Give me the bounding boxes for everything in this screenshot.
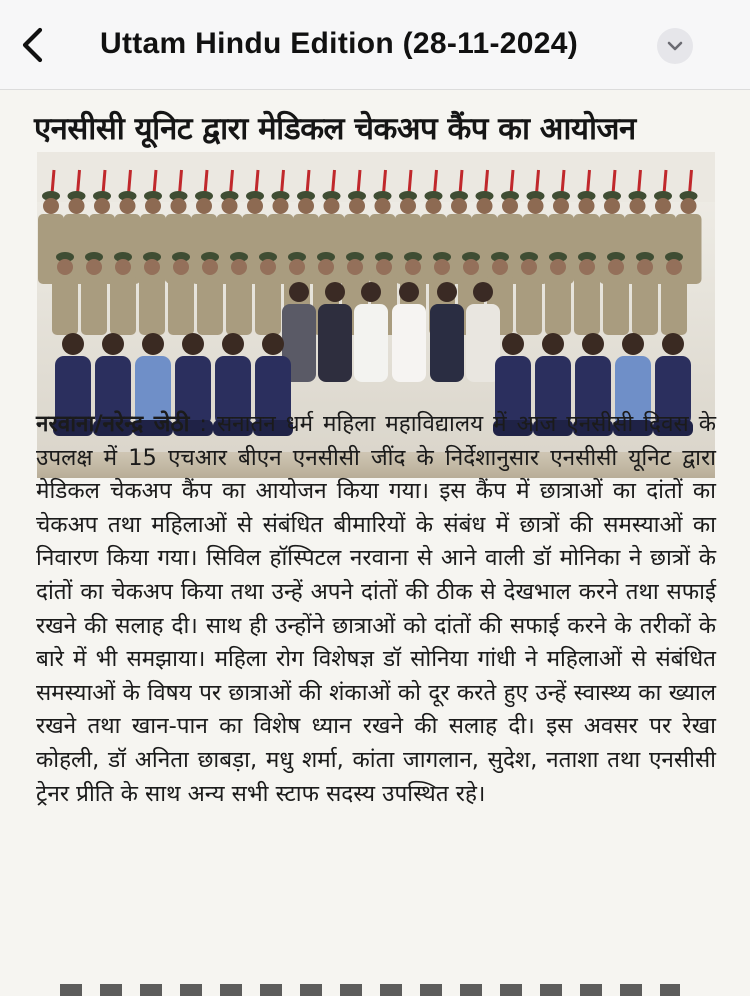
byline-separator: : <box>189 411 217 437</box>
back-button[interactable] <box>10 22 54 68</box>
article-headline: एनसीसी यूनिट द्वारा मेडिकल चेकअप कैंप का आयोजन <box>34 111 636 147</box>
article-text: सनातन धर्म महिला महाविद्यालय में आज एनसीसी दिवस के उपलक्ष में 15 एचआर बीएन एनसीसी जींद के निर्देशानुसार एनसीसी यूनिट द्वारा मेडिकल चेकअप कैंप का आयोजन किया गया। इस कैंप में छात्राओं का दांतों का चेकअप तथा महिलाओं से संबंधित बीमारियों के संबंध में छात्रों की समस्याओं का निवारण किया गया। सिविल हॉस्पिटल नरवाना से आने वाली डॉ मोनिका ने छात्रों के दांतों का चेकअप किया तथा उन्हें अपने दांतों की ठीक से देखभाल करने तथा सफाई रखने की सलाह दी। साथ ही उन्होंने छात्राओं को दांतों की सफाई करने के तरीकों के बारे में भी समझाया। महिला रोग विशेषज्ञ डॉ सोनिया गांधी ने महिलाओं से संबंधित समस्याओं के विषय पर छात्राओं की शंकाओं को दूर करते हुए उन्हें स्वास्थ्य का ख्याल रखने तथा खान-पान का विशेष ध्यान रखने की सलाह दी। इस अवसर पर रेखा कोहली, डॉ अनिता छाबड़ा, मधु शर्मा, कांता जागलान, सुदेश, नताशा तथा एनसीसी ट्रेनर प्रीति के साथ अन्य सभी स्टाफ सदस्य उपस्थित रहे। <box>36 411 716 807</box>
chevron-left-icon <box>20 27 44 63</box>
newspaper-clipping[interactable] <box>0 90 750 996</box>
article-body <box>36 408 716 811</box>
top-navigation-bar <box>0 0 750 90</box>
chevron-down-icon <box>667 41 683 51</box>
edition-dropdown-button[interactable] <box>657 28 693 64</box>
edition-title: Uttam Hindu Edition (28-11-2024) <box>100 27 579 60</box>
next-article-cutoff <box>60 984 680 996</box>
article-byline: नरवाना/नरेन्द्र जेठी <box>36 411 190 437</box>
